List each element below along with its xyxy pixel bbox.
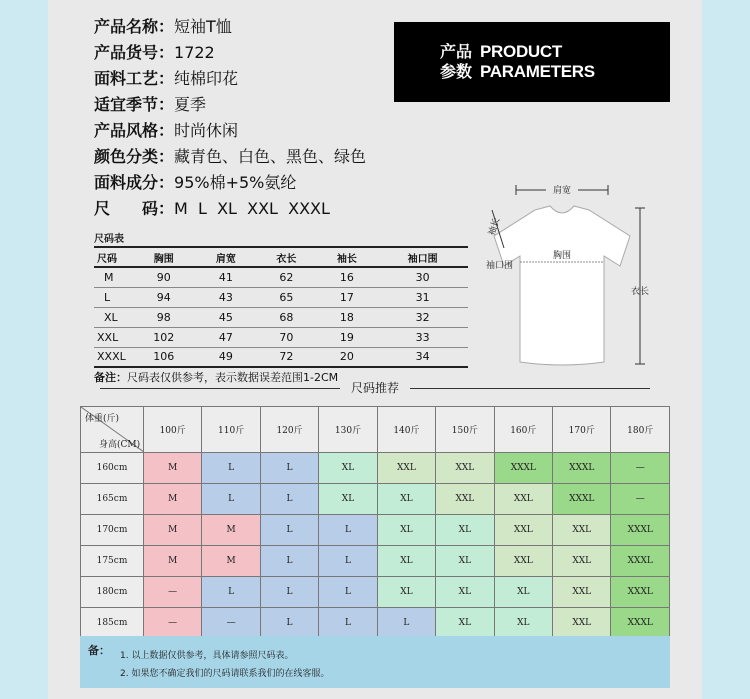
size-recommend-cell: XXL: [494, 484, 552, 515]
weight-header: 180斤: [611, 407, 670, 453]
size-row: [94, 327, 468, 347]
size-header: 衣长: [256, 247, 317, 267]
size-cell: 31: [377, 287, 468, 307]
param-row: [94, 66, 424, 92]
size-recommend-cell: L: [319, 515, 377, 546]
banner-cn1: 产品: [440, 42, 473, 61]
banner-cn2: 参数: [440, 62, 473, 81]
height-label: 160cm: [81, 453, 144, 484]
label-sleeve: 袖长: [487, 216, 503, 237]
size-cell: 43: [196, 287, 257, 307]
size-cell: XL: [94, 307, 132, 327]
param-key: 尺 码：: [94, 199, 175, 218]
weight-header: 130斤: [319, 407, 377, 453]
size-recommend-cell: XL: [436, 608, 494, 639]
label-shoulder: 肩宽: [552, 186, 572, 196]
size-cell: 34: [377, 347, 468, 367]
height-label: 185cm: [81, 608, 144, 639]
corner-cell: [81, 407, 144, 453]
param-row: [94, 118, 424, 144]
size-recommend-cell: XXL: [436, 484, 494, 515]
weight-header: 100斤: [143, 407, 201, 453]
size-cell: 32: [377, 307, 468, 327]
size-recommend-cell: —: [202, 608, 260, 639]
size-header: 肩宽: [196, 247, 257, 267]
size-cell: 17: [317, 287, 378, 307]
param-row: [94, 144, 424, 170]
size-recommend-cell: —: [611, 484, 670, 515]
size-cell: 41: [196, 267, 257, 287]
size-header: 袖口围: [377, 247, 468, 267]
size-recommend-cell: XXL: [553, 546, 611, 577]
size-cell: 106: [132, 347, 196, 367]
recommend-row: [81, 608, 670, 639]
size-cell: XXL: [94, 327, 132, 347]
param-value: 纯棉印花: [174, 69, 239, 88]
size-recommend-cell: XXXL: [611, 608, 670, 639]
size-recommend-cell: L: [319, 608, 377, 639]
size-recommend-cell: M: [143, 453, 201, 484]
size-cell: 65: [256, 287, 317, 307]
param-key: 面料成分：: [94, 173, 175, 192]
param-row: [94, 92, 424, 118]
size-recommend-cell: XXL: [553, 608, 611, 639]
weight-header: 110斤: [202, 407, 260, 453]
size-row: [94, 287, 468, 307]
size-cell: M: [94, 267, 132, 287]
size-row: [94, 307, 468, 327]
param-value: 短袖T恤: [174, 17, 232, 36]
size-row: [94, 347, 468, 367]
size-recommend-cell: XXL: [436, 453, 494, 484]
param-row: [94, 40, 424, 66]
params-banner: [394, 22, 670, 102]
size-cell: L: [94, 287, 132, 307]
label-length: 衣长: [630, 287, 650, 297]
size-recommend-cell: L: [260, 515, 318, 546]
product-params: [94, 14, 424, 222]
size-recommend-cell: XL: [377, 484, 435, 515]
size-recommend-cell: —: [611, 453, 670, 484]
param-key: 产品名称：: [94, 17, 175, 36]
recommend-title: 尺码推荐: [350, 381, 399, 395]
size-header: 袖长: [317, 247, 378, 267]
size-note-text: 尺码表仅供参考，表示数据误差范围1-2CM: [127, 371, 339, 384]
size-table: [94, 246, 468, 368]
size-recommend-cell: L: [202, 577, 260, 608]
size-recommend-cell: M: [143, 546, 201, 577]
size-cell: 16: [317, 267, 378, 287]
size-cell: 70: [256, 327, 317, 347]
param-key: 产品货号：: [94, 43, 175, 62]
banner-en2: PARAMETERS: [480, 62, 595, 81]
param-key: 产品风格：: [94, 121, 175, 140]
size-recommend-cell: L: [260, 577, 318, 608]
footer-note-1: 1. 以上数据仅供参考，具体请参照尺码表。: [120, 651, 294, 661]
size-table-title: 尺码表: [94, 234, 124, 245]
size-cell: 98: [132, 307, 196, 327]
size-header: 尺码: [94, 247, 132, 267]
size-cell: 45: [196, 307, 257, 327]
weight-header: 160斤: [494, 407, 552, 453]
recommend-row: [81, 546, 670, 577]
tshirt-svg: [480, 176, 660, 376]
size-recommend-cell: XXL: [494, 546, 552, 577]
banner-cn: [440, 42, 472, 82]
size-header: 胸围: [132, 247, 196, 267]
footer-note-2: 2. 如果您不确定我们的尺码请联系我们的在线客服。: [120, 669, 330, 679]
banner-en: [480, 42, 595, 82]
label-chest: 胸围: [552, 251, 572, 261]
size-cell: 72: [256, 347, 317, 367]
recommend-table: [80, 406, 670, 639]
corner-weight: 体重(斤): [85, 414, 120, 424]
size-recommend-cell: XL: [436, 546, 494, 577]
size-recommend-cell: —: [143, 577, 201, 608]
size-cell: 30: [377, 267, 468, 287]
weight-header: 140斤: [377, 407, 435, 453]
param-row: [94, 170, 424, 196]
tshirt-shape: [494, 206, 630, 365]
size-cell: 19: [317, 327, 378, 347]
corner-height: 身高(CM): [99, 440, 141, 450]
height-label: 165cm: [81, 484, 144, 515]
param-row: [94, 14, 424, 40]
size-recommend-cell: XL: [319, 453, 377, 484]
recommend-title-bar: [80, 380, 670, 396]
size-recommend-cell: M: [143, 484, 201, 515]
size-recommend-cell: —: [143, 608, 201, 639]
banner-en1: PRODUCT: [480, 42, 562, 61]
recommend-row: [81, 484, 670, 515]
param-key: 适宜季节：: [94, 95, 175, 114]
param-value: M L XL XXL XXXL: [174, 199, 330, 218]
weight-header: 170斤: [553, 407, 611, 453]
size-recommend-cell: XXXL: [611, 546, 670, 577]
size-cell: 94: [132, 287, 196, 307]
param-value: 夏季: [174, 95, 207, 114]
height-label: 170cm: [81, 515, 144, 546]
size-recommend-cell: M: [202, 546, 260, 577]
param-row: [94, 196, 424, 222]
footer-label: 备：: [88, 644, 110, 657]
size-cell: 47: [196, 327, 257, 347]
size-recommend-cell: XXXL: [494, 453, 552, 484]
size-row: [94, 267, 468, 287]
size-recommend-cell: XXL: [553, 577, 611, 608]
size-cell: 62: [256, 267, 317, 287]
size-recommend-cell: XL: [494, 608, 552, 639]
label-cuff: 袖口围: [486, 261, 514, 271]
size-recommend-cell: XL: [436, 515, 494, 546]
param-key: 面料工艺：: [94, 69, 175, 88]
size-recommend-cell: XXXL: [611, 577, 670, 608]
param-key: 颜色分类：: [94, 147, 175, 166]
size-cell: 90: [132, 267, 196, 287]
weight-header: 150斤: [436, 407, 494, 453]
param-value: 1722: [174, 43, 215, 62]
param-value: 时尚休闲: [174, 121, 239, 140]
size-recommend-cell: L: [260, 546, 318, 577]
size-recommend-cell: XXL: [494, 515, 552, 546]
size-recommend-cell: XXXL: [553, 484, 611, 515]
size-cell: XXXL: [94, 347, 132, 367]
size-recommend-cell: L: [260, 608, 318, 639]
size-recommend-cell: L: [202, 484, 260, 515]
size-cell: 33: [377, 327, 468, 347]
height-label: 180cm: [81, 577, 144, 608]
size-note-label: 备注：: [94, 371, 127, 384]
size-recommend-cell: L: [260, 484, 318, 515]
size-recommend-cell: L: [260, 453, 318, 484]
footer-notes: [80, 636, 670, 688]
size-cell: 18: [317, 307, 378, 327]
param-value: 95%棉+5%氨纶: [174, 173, 297, 192]
size-cell: 102: [132, 327, 196, 347]
size-recommend-cell: XXXL: [611, 515, 670, 546]
recommend-row: [81, 515, 670, 546]
size-recommend-cell: XL: [319, 484, 377, 515]
size-recommend-cell: XL: [377, 515, 435, 546]
height-label: 175cm: [81, 546, 144, 577]
size-recommend-cell: XXXL: [553, 453, 611, 484]
recommend-row: [81, 453, 670, 484]
size-recommend-cell: XL: [377, 577, 435, 608]
size-cell: 49: [196, 347, 257, 367]
size-recommend-cell: M: [143, 515, 201, 546]
size-recommend-cell: M: [202, 515, 260, 546]
size-recommend-cell: L: [319, 577, 377, 608]
param-value: 藏青色、白色、黑色、绿色: [174, 147, 367, 166]
size-recommend-cell: XL: [377, 546, 435, 577]
size-recommend-cell: L: [319, 546, 377, 577]
weight-header: 120斤: [260, 407, 318, 453]
size-recommend-cell: L: [202, 453, 260, 484]
recommend-row: [81, 577, 670, 608]
size-recommend-cell: XL: [494, 577, 552, 608]
size-recommend-cell: L: [377, 608, 435, 639]
size-cell: 68: [256, 307, 317, 327]
size-recommend-cell: XXL: [377, 453, 435, 484]
size-recommend-cell: XXL: [553, 515, 611, 546]
size-recommend-cell: XL: [436, 577, 494, 608]
tshirt-diagram: [480, 176, 660, 376]
size-cell: 20: [317, 347, 378, 367]
